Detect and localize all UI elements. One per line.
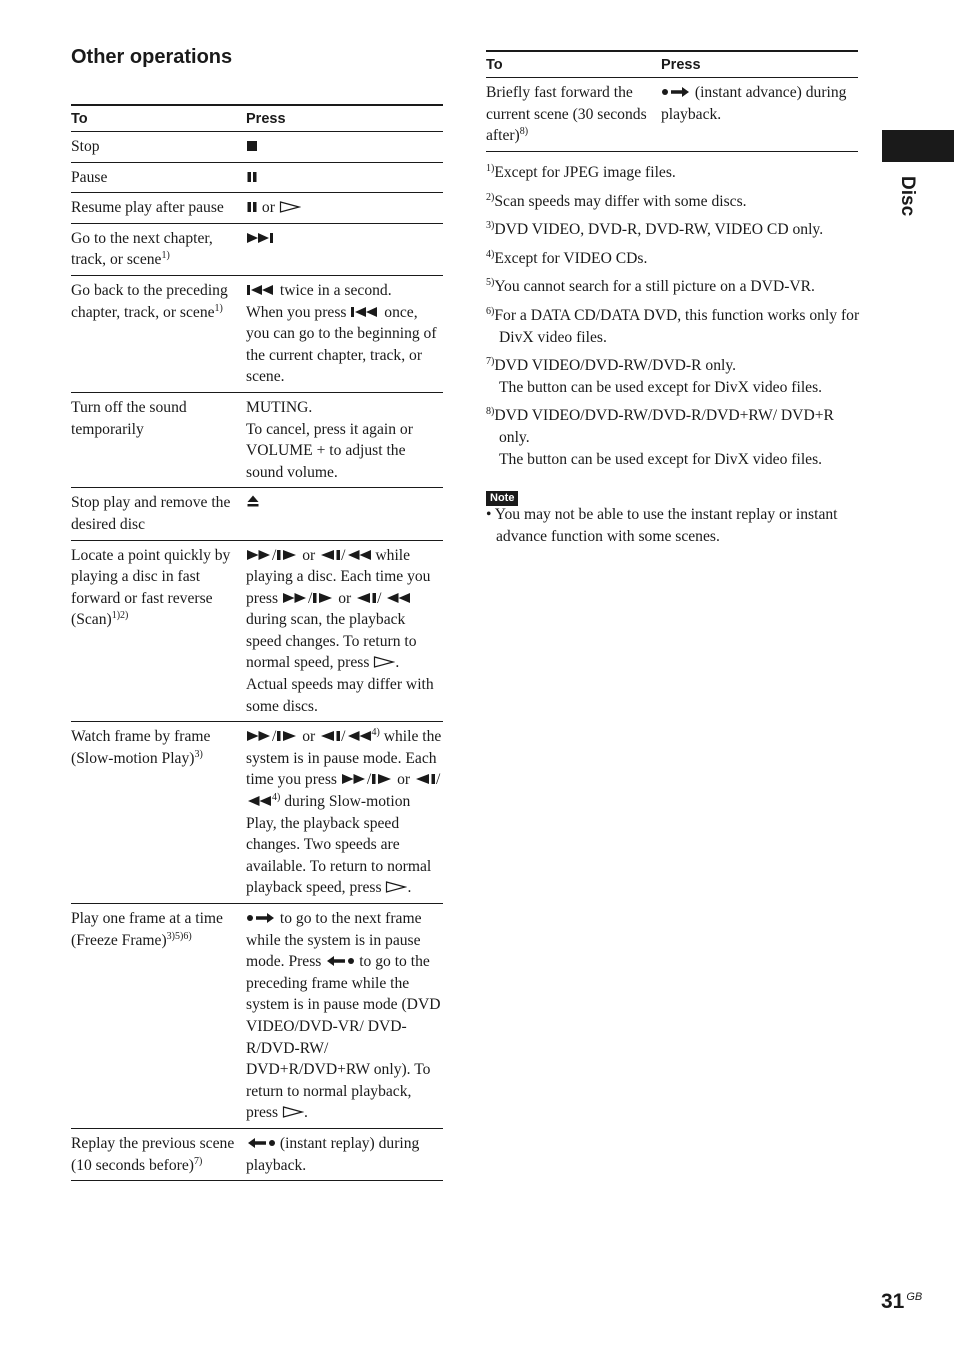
play-icon	[385, 881, 407, 893]
step-forward-icon	[661, 86, 691, 98]
row-press-text: or	[397, 771, 411, 789]
row-to-text: Watch frame by frame (Slow-motion Play)	[71, 728, 211, 767]
footnote	[486, 355, 866, 398]
row-to	[71, 722, 246, 904]
footnote-text: You cannot search for a still picture on a DVD-VR.	[494, 278, 815, 296]
slow-reverse-icon	[414, 773, 436, 785]
step-back-icon	[246, 1137, 276, 1149]
page-number-text: 31	[881, 1290, 905, 1313]
row-to	[71, 275, 246, 392]
footnote-text: DVD VIDEO/DVD-RW/DVD-R only.	[494, 357, 737, 375]
footnote-ref: 3)	[194, 748, 203, 760]
footnote-number: 5)	[486, 277, 495, 289]
row-press-text: MUTING.	[246, 398, 313, 416]
instant-advance-table	[486, 50, 858, 152]
footnote-number: 7)	[486, 356, 495, 368]
header-press: Press	[246, 105, 443, 132]
row-press	[661, 78, 858, 152]
row-press	[246, 275, 443, 392]
row-press-text: To cancel, press it again or VOLUME + to adjust the sound volume.	[246, 420, 413, 481]
footnote-text: DVD VIDEO/DVD-RW/DVD-R/DVD+RW/ DVD+R only.	[494, 407, 834, 446]
chapter-label-text: Disc	[897, 176, 918, 217]
previous-icon	[350, 306, 380, 318]
row-to-text: Go to the next chapter, track, or scene	[71, 229, 213, 269]
row-press-text: once, you can go to the beginning of the current chapter, track, or scene.	[246, 303, 437, 386]
row-press-text: twice in a second.	[279, 281, 392, 299]
header-to: To	[486, 51, 661, 78]
row-press	[246, 132, 443, 163]
row-to-text: Briefly fast forward the current scene (30 seconds after)	[486, 84, 647, 145]
table-header-row	[486, 51, 858, 78]
fast-forward-icon	[282, 592, 308, 604]
table-row	[71, 223, 443, 275]
operations-table	[71, 104, 443, 1181]
footnote-number: 2)	[486, 191, 495, 203]
slow-reverse-icon	[319, 730, 341, 742]
footnote-number: 4)	[486, 248, 495, 260]
row-press-text: or	[338, 589, 352, 607]
footnote-text: For a DATA CD/DATA DVD, this function works only for DivX video files.	[494, 306, 860, 346]
footnote-text: Except for JPEG image files.	[494, 164, 676, 181]
fast-reverse-icon	[246, 795, 272, 807]
footnote	[486, 305, 866, 348]
row-to	[71, 1128, 246, 1180]
table-row	[71, 162, 443, 193]
footnote-ref: 3)5)6)	[166, 930, 192, 942]
row-to-text: Go back to the preceding chapter, track, or scene	[71, 281, 228, 321]
table-row	[71, 722, 443, 904]
row-to-text: Play one frame at a time (Freeze Frame)	[71, 910, 223, 949]
footnote	[486, 248, 866, 270]
row-press	[246, 193, 443, 224]
row-to-text: Stop	[71, 138, 100, 155]
row-to-text: Turn off the sound temporarily	[71, 398, 187, 438]
footnote	[486, 276, 866, 298]
row-press-text: while playing a disc. Each time you press	[246, 546, 431, 607]
row-to	[486, 78, 661, 152]
row-to-text: Resume play after pause	[71, 199, 224, 217]
slow-forward-icon	[276, 549, 298, 561]
row-press-text: or	[302, 546, 316, 564]
row-press	[246, 904, 443, 1129]
table-row	[71, 392, 443, 487]
row-press-text: during Slow-motion Play, the playback speed changes. Two speeds are available. To return to normal playback speed, press	[246, 793, 432, 897]
table-header-row	[71, 105, 443, 132]
row-to	[71, 193, 246, 224]
row-press-text: .	[407, 879, 412, 897]
footnote-number: 1)	[486, 163, 495, 174]
row-to	[71, 392, 246, 487]
header-to: To	[71, 105, 246, 132]
row-press-text: .	[303, 1104, 308, 1122]
table-row	[71, 1128, 443, 1180]
row-press-text: during scan, the playback speed changes. To return to normal speed, press	[246, 611, 417, 672]
row-press-text: or	[302, 728, 316, 746]
footnote-number: 3)	[486, 220, 495, 232]
footnote-text: Scan speeds may differ with some discs.	[494, 192, 747, 210]
table-row	[71, 193, 443, 224]
footnote-ref: 4)	[272, 792, 281, 804]
row-to	[71, 904, 246, 1129]
row-to-text: Stop play and remove the desired disc	[71, 494, 231, 533]
fast-forward-icon	[246, 730, 272, 742]
chapter-label	[888, 176, 918, 220]
row-press: / or / $^{4)}$ while the system is in pause mode. Each time you press / or /$^{4)}$ during Slow-motion Play, the playback speed changes. Two speeds are available. To return to normal playback speed, press .	[246, 722, 443, 904]
table-row	[486, 78, 858, 152]
footnote-ref: 1)2)	[111, 610, 129, 622]
play-icon	[279, 201, 301, 213]
footnote-ref: 4)	[371, 727, 380, 739]
footnote-number: 8)	[486, 406, 495, 418]
page-number	[881, 1284, 922, 1315]
page-suffix: GB	[906, 1291, 923, 1303]
fast-forward-icon	[341, 773, 367, 785]
pause-icon	[246, 171, 258, 183]
row-press	[246, 223, 443, 275]
fast-forward-icon	[246, 549, 272, 561]
footnote-ref: 7)	[193, 1155, 203, 1167]
step-back-icon	[325, 955, 355, 967]
footnote-number: 6)	[486, 305, 495, 317]
row-press-text: (instant advance) during playback.	[661, 84, 847, 123]
play-icon	[373, 656, 395, 668]
row-press-text: to go to the preceding frame while the system is in pause mode (DVD VIDEO/DVD-VR/ DVD-R/DVD-RW/ DVD+R/DVD+RW only). To return to normal playback, press	[246, 953, 441, 1122]
fast-reverse-icon	[346, 730, 372, 742]
row-press	[246, 1128, 443, 1180]
row-press: / or / while playing a disc. Each time you press / or / during scan, the playback speed changes. To return to normal speed, press . Actual speeds may differ with some discs.	[246, 540, 443, 722]
footnote-text: Except for VIDEO CDs.	[494, 249, 648, 267]
row-press	[246, 488, 443, 540]
fast-reverse-icon	[346, 549, 372, 561]
header-press: Press	[661, 51, 858, 78]
row-to-text: Replay the previous scene (10 seconds before)	[71, 1134, 235, 1174]
row-press-text: When you press	[246, 303, 347, 321]
pause-icon	[246, 201, 258, 213]
table-row	[71, 275, 443, 392]
next-icon	[246, 232, 276, 244]
row-to	[71, 540, 246, 722]
footnote-ref: 1)	[161, 250, 170, 262]
footnote	[486, 162, 866, 184]
row-to	[71, 162, 246, 193]
table-row	[71, 488, 443, 540]
eject-icon	[246, 494, 260, 508]
fast-reverse-icon	[385, 592, 411, 604]
row-press	[246, 162, 443, 193]
slow-forward-icon	[371, 773, 393, 785]
row-to	[71, 488, 246, 540]
step-forward-icon	[246, 912, 276, 924]
footnote-text: The button can be used except for DivX video files.	[499, 378, 823, 396]
row-to-text: Pause	[71, 168, 108, 186]
chapter-tab	[882, 130, 954, 162]
row-press-text: . Actual speeds may differ with some discs.	[246, 654, 434, 715]
slow-forward-icon	[276, 730, 298, 742]
slow-reverse-icon	[355, 592, 377, 604]
slow-reverse-icon	[319, 549, 341, 561]
slow-forward-icon	[312, 592, 334, 604]
row-press-text: or	[261, 199, 275, 217]
table-row	[71, 132, 443, 163]
footnotes	[486, 162, 866, 477]
previous-icon	[246, 284, 276, 296]
footnote-text: The button can be used except for DivX video files.	[499, 450, 823, 468]
row-to	[71, 132, 246, 163]
play-icon	[282, 1106, 304, 1118]
footnote	[486, 191, 866, 213]
table-row	[71, 540, 443, 722]
note-label: Note	[486, 491, 518, 506]
stop-icon	[246, 140, 258, 152]
section-heading: Other operations	[71, 46, 233, 68]
row-press	[246, 392, 443, 487]
footnote	[486, 405, 866, 470]
row-to-text: Locate a point quickly by playing a disc in fast forward or fast reverse (Scan)	[71, 546, 231, 629]
footnote-ref: 1)	[214, 302, 223, 314]
row-press-text: (instant replay) during playback.	[246, 1134, 420, 1174]
footnote-ref: 8)	[519, 126, 529, 138]
table-row	[71, 904, 443, 1129]
footnote	[486, 219, 866, 241]
footnote-text: DVD VIDEO, DVD-R, DVD-RW, VIDEO CD only.	[494, 221, 824, 239]
row-press-text: to go to the next frame while the system is in pause mode. Press	[246, 910, 422, 971]
row-press-text: while the system is in pause mode. Each time you press	[246, 728, 442, 789]
note-text: • You may not be able to use the instant replay or instant advance function with some scenes.	[486, 506, 838, 545]
row-to	[71, 223, 246, 275]
